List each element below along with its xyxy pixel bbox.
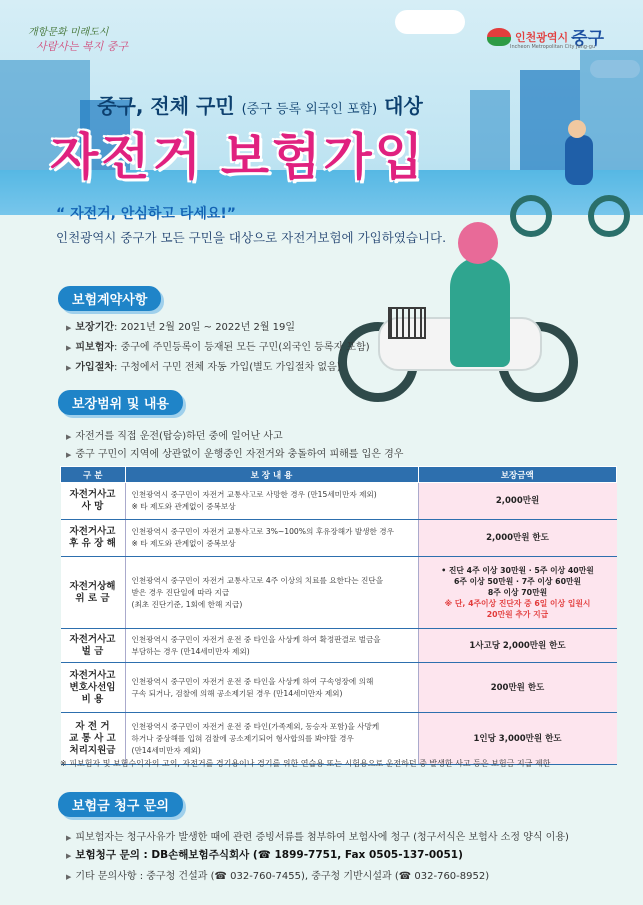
amount-cell: 2,000만원	[418, 483, 617, 520]
table-header: 구 분	[61, 467, 126, 483]
contract-item: ▶ 피보험자: 중구에 주민등록이 등재된 모든 구민(외국인 등록자 포함)	[66, 342, 370, 353]
claim-item: ▶ 피보험자는 청구사유가 발생한 때에 관련 증빙서류를 첨부하여 보험사에 청구 (청구서식은 보험사 소정 양식 이용)	[66, 832, 569, 843]
content-cell: 인천광역시 중구민이 자전거 운전 중 타인(가족제외, 동승자 포함)을 사망케 하거나 중상해를 입혀 검찰에 공소제기되어 형사합의를 봐야할 경우 (만14세미만자 제외)	[125, 713, 418, 765]
table-row	[61, 629, 617, 663]
amount-cell: 1사고당 2,000만원 한도	[418, 629, 617, 663]
slogan	[28, 26, 178, 54]
content-cell: 인천광역시 중구민이 자전거 교통사고로 4주 이상의 치료를 요한다는 진단을 받은 경우 진단일에 따라 지급 (최초 진단기준, 1회에 한해 지급)	[125, 557, 418, 629]
bullet-icon: ▶	[66, 873, 72, 881]
subtitle-b: 대상	[384, 94, 423, 118]
amount-cell: 1인당 3,000만원 한도	[418, 713, 617, 765]
table-row	[61, 557, 617, 629]
subtitle-a: 중구, 전체 구민	[97, 94, 235, 118]
table-row	[61, 520, 617, 557]
amount-cell: • 진단 4주 이상 30만원 · 5주 이상 40만원 6주 이상 50만원 · 7주 이상 60만원 8주 이상 70만원 ※ 단, 4주이상 진단자 중 6일 이상 입원시 20만원 추가 지급	[418, 557, 617, 629]
slogan-line-1: 개항문화 미래도시	[28, 27, 109, 38]
table-header-row	[61, 467, 617, 483]
content-cell: 인천광역시 중구민이 자전거 교통사고로 3%~100%의 후유장해가 발생한 경우 ※ 타 제도와 관계없이 중복보상	[125, 520, 418, 557]
logo-district: 중구	[571, 29, 604, 49]
woman-hair	[458, 222, 498, 264]
table-row	[61, 713, 617, 765]
main-title: 자전거 보험가입	[50, 129, 426, 185]
coverage-item: ▶ 자전거를 직접 운전(탑승)하던 중에 일어난 사고	[66, 431, 283, 442]
logo-mark-icon	[487, 28, 511, 46]
contract-heading: 보험계약사항	[58, 286, 161, 311]
bullet-icon: ▶	[66, 433, 72, 441]
bullet-icon: ▶	[66, 364, 72, 372]
table-row	[61, 483, 617, 520]
logo-subtitle: Incheon Metropolitan City Jung-gu	[510, 44, 596, 50]
logo-city: 인천광역시	[515, 30, 569, 44]
amount-note: ※ 단, 4주이상 진단자 중 6일 이상 입원시	[444, 599, 591, 608]
subtitle-paren: (중구 등록 외국인 포함)	[241, 102, 378, 117]
bullet-icon: ▶	[66, 852, 72, 860]
table-footnote: ※ 피보험자 및 보험수익자의 고의, 자전거를 경기용이나 경기를 위한 연습용 또는 시험용으로 운전하던 중 발생한 사고 등은 보험금 지급 제한	[60, 759, 551, 768]
coverage-item: ▶ 중구 구민이 지역에 상관없이 운행중인 자전거와 충돌하여 피해를 입은 경우	[66, 449, 404, 460]
category-cell: 자전거사고 사 망	[61, 483, 126, 520]
description: 인천광역시 중구가 모든 구민을 대상으로 자전거보험에 가입하였습니다.	[56, 230, 447, 245]
rider-body	[565, 135, 593, 185]
bullet-icon: ▶	[66, 834, 72, 842]
category-cell: 자전거사고 후 유 장 해	[61, 520, 126, 557]
coverage-heading: 보장범위 및 내용	[58, 390, 183, 415]
contract-item: ▶ 보장기간: 2021년 2월 20일 ~ 2022년 2월 19일	[66, 322, 296, 333]
category-cell: 자전거상해 위 로 금	[61, 557, 126, 629]
content-cell: 인천광역시 중구민이 자전거 운전 중 타인을 사상케 하여 확정판결로 벌금을 부담하는 경우 (만14세미만자 제외)	[125, 629, 418, 663]
category-cell: 자전거사고 변호사선임 비 용	[61, 663, 126, 713]
rider-head	[568, 120, 586, 138]
content-cell: 인천광역시 중구민이 자전거 운전 중 타인을 사상케 하여 구속영장에 의해 구속 되거나, 검찰에 의해 공소제기된 경우 (만14세미만자 제외)	[125, 663, 418, 713]
claim-item: ▶ 기타 문의사항 : 중구청 건설과 (☎ 032-760-7455), 중구청 기반시설과 (☎ 032-760-8952)	[66, 871, 490, 882]
subtitle	[0, 90, 520, 119]
table-row	[61, 663, 617, 713]
claim-heading: 보험금 청구 문의	[58, 792, 183, 817]
slogan-line-2: 사람사는 복지 중구	[36, 40, 129, 53]
cloud-decoration	[395, 10, 465, 34]
amount-note: 20만원 추가 지급	[486, 610, 549, 619]
bike-basket	[388, 307, 426, 339]
amount-cell: 200만원 한도	[418, 663, 617, 713]
bullet-icon: ▶	[66, 344, 72, 352]
content-cell: 인천광역시 중구민이 자전거 교통사고로 사망한 경우 (만15세미만자 제외) ※ 타 제도와 관계없이 중복보상	[125, 483, 418, 520]
quote: “ 자전거, 안심하고 타세요!”	[56, 206, 236, 222]
category-cell: 자전거사고 벌 금	[61, 629, 126, 663]
contract-item: ▶ 가입절차: 구청에서 구민 전체 자동 가입(별도 가입절차 없음)	[66, 362, 341, 373]
table-header: 보장금액	[418, 467, 617, 483]
bullet-icon: ▶	[66, 451, 72, 459]
bullet-icon: ▶	[66, 324, 72, 332]
claim-item: ▶ 보험청구 문의 : DB손해보험주식회사 (☎ 1899-7751, Fax 0505-137-0051)	[66, 849, 463, 861]
woman-bike-illustration	[338, 222, 598, 412]
category-cell: 자 전 거 교 통 사 고 처리지원금	[61, 713, 126, 765]
table-header: 보 장 내 용	[125, 467, 418, 483]
coverage-table	[60, 466, 617, 765]
woman-dress	[450, 257, 510, 367]
amount-cell: 2,000만원 한도	[418, 520, 617, 557]
